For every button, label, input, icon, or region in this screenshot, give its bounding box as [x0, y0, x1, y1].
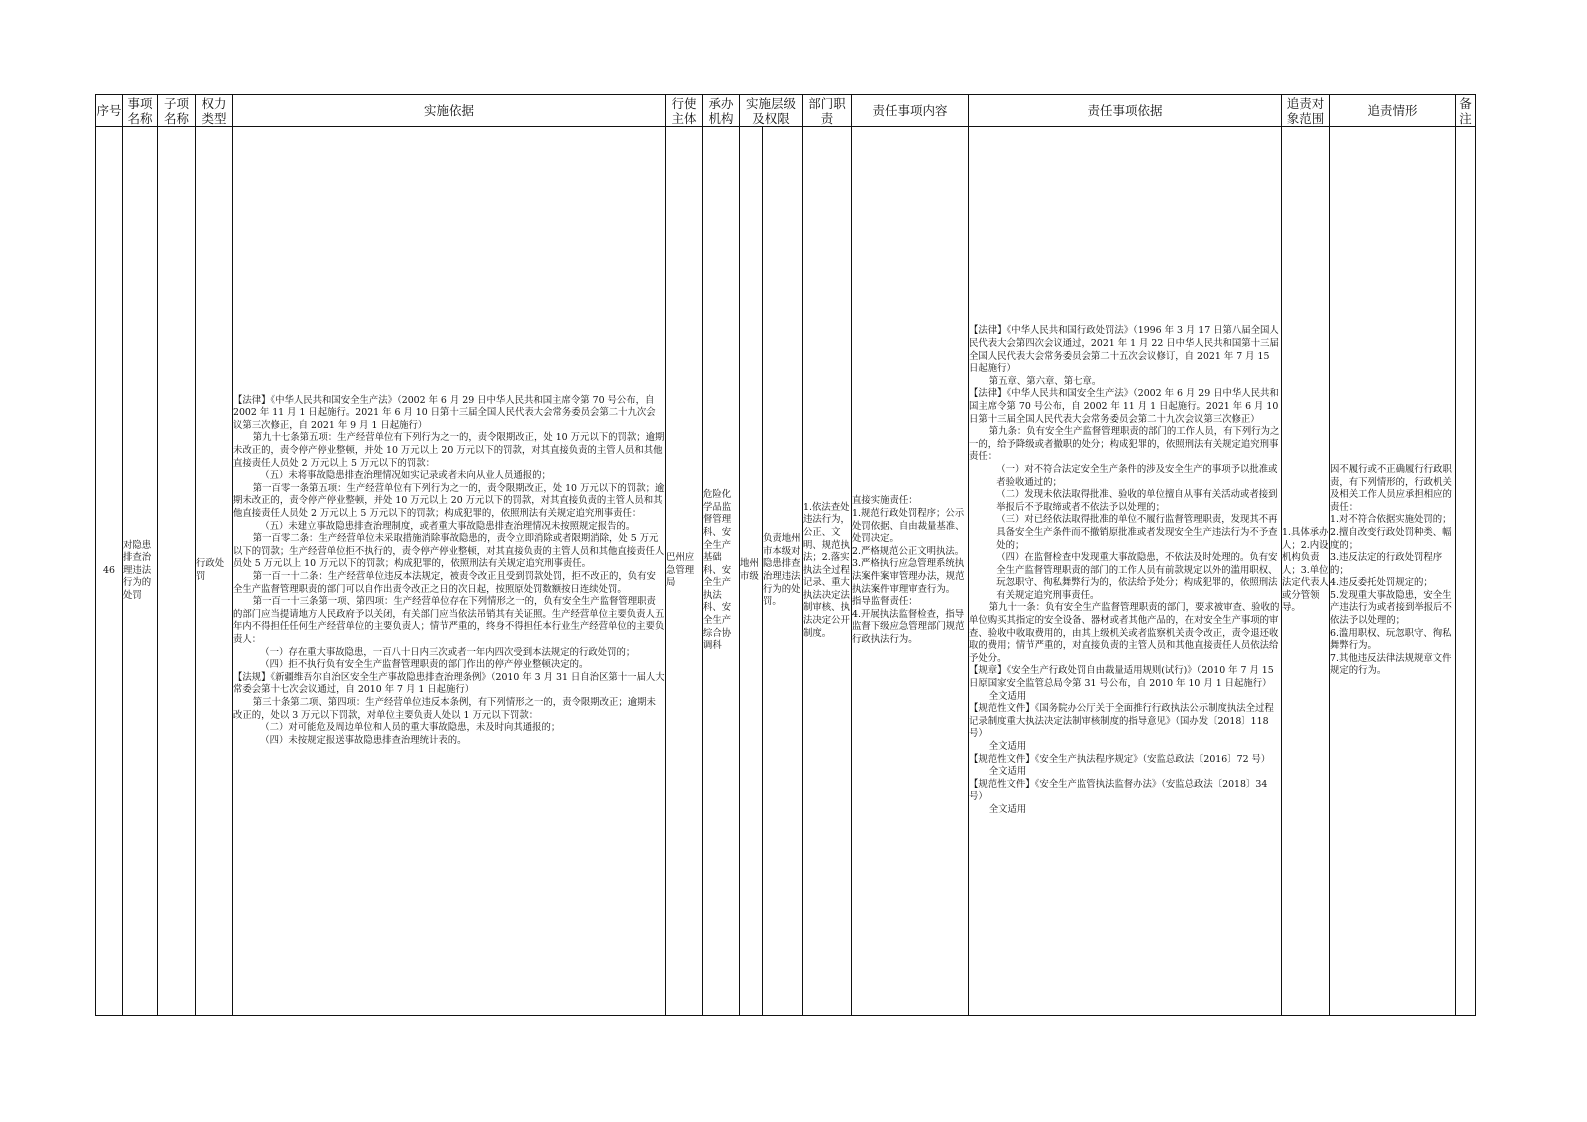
resp-basis-paragraph: （二）发现未依法取得批准、验收的单位擅自从事有关活动或者接到举报后不予取缔或者不依法予以处理的；: [996, 489, 1278, 513]
resp-basis-paragraph: 全文适用: [988, 803, 1027, 815]
header-duty: 部门职责: [803, 95, 852, 127]
power-list-table: [95, 94, 1476, 1016]
basis-paragraph: （一）存在重大事故隐患，一百八十日内三次或者一年内四次受到本法规定的行政处罚的；: [260, 646, 636, 658]
table-row: [96, 127, 1476, 1016]
basis-paragraph: （二）对可能危及周边单位和人员的重大事故隐患，未及时向其通报的；: [260, 722, 561, 734]
basis-paragraph: （五）未将事故隐患排查治理情况如实记录或者未向从业人员通报的；: [260, 470, 551, 482]
cell-situation: [1330, 127, 1456, 1016]
header-remark: 备注: [1456, 95, 1476, 127]
header-situation: 追责情形: [1330, 95, 1456, 127]
cell-item-name: 对隐患排查治理违法行为的处罚: [123, 127, 158, 1016]
basis-paragraph: 第一百一十三条第一项、第四项：生产经营单位存在下列情形之一的，负有安全生产监督管理职责的部门应当提请地方人民政府予以关闭，有关部门应当依法吊销其有关证照。生产经营单位主要负责人五年内不得担任任何生产经营单位的主要负责人；情节严重的，终身不得担任本行业生产经营单位的主要负责人：: [233, 596, 665, 645]
basis-paragraph: 第一百零一条第五项：生产经营单位有下列行为之一的，责令限期改正，处 10 万元以下的罚款；逾期未改正的，责令停产停业整顿，并处 10 万元以上 20 万元以下的罚款，对其直接负责的主管人员和其他直接责任人员处 2 万元以上 5 万元以下的罚款；构成犯罪的，依照刑法有关规定追究刑事责任：: [233, 482, 665, 520]
resp-basis-paragraph: 第九十一条：负有安全生产监督管理职责的部门，要求被审查、验收的单位购买其指定的安全设备、器材或者其他产品的，在对安全生产事项的审查、验收中收取费用的，由其上级机关或者监察机关责令改正，责令退还收取的费用；情节严重的，对直接负责的主管人员和其他直接责任人员依法给予处分。: [969, 602, 1280, 664]
situation-paragraph: 4.违反委托处罚规定的；: [1330, 577, 1433, 589]
header-scope: 追责对象范围: [1282, 95, 1330, 127]
resp-content-paragraph: 指导监督责任：: [852, 596, 918, 608]
resp-content-paragraph: 2.严格规范公正文明执法。: [852, 545, 965, 557]
cell-power-type: 行政处罚: [196, 127, 233, 1016]
resp-content-paragraph: 3.严格执行应急管理系统执法案件案审管理办法，规范执法案件审理审查行为。: [852, 558, 965, 595]
resp-basis-paragraph: （一）对不符合法定安全生产条件的涉及安全生产的事项予以批准或者验收通过的；: [996, 463, 1278, 488]
cell-remark: [1456, 127, 1476, 1016]
resp-basis-paragraph: 全文适用: [988, 766, 1027, 778]
situation-text: [1330, 464, 1455, 678]
header-sub-item: 子项名称: [158, 95, 196, 127]
resp-basis-paragraph: （四）在监督检查中发现重大事故隐患，不依法及时处理的。负有安全生产监督管理职责的部门的工作人员有前款规定以外的滥用职权、玩忽职守、徇私舞弊行为的，依法给予处分；构成犯罪的，依照刑法有关规定追究刑事责任。: [996, 552, 1278, 601]
resp-basis-paragraph: 【规范性文件】《安全生产执法程序规定》（安监总政法〔2016〕72 号）: [969, 753, 1271, 765]
cell-level-b: 负责地州市本级对隐患排查治理违法行为的处罚。: [763, 127, 803, 1016]
situation-paragraph: 因不履行或不正确履行行政职责，有下列情形的，行政机关及相关工作人员应承担相应的责任：: [1330, 463, 1452, 513]
header-row: [96, 95, 1476, 127]
resp-content-paragraph: 1.规范行政处罚程序；公示处罚依据、自由裁量基准、处罚决定。: [852, 508, 965, 545]
cell-no: 46: [96, 127, 123, 1016]
resp-basis-paragraph: 第九条：负有安全生产监督管理职责的部门的工作人员，有下列行为之一的，给予降级或者撤职的处分；构成犯罪的，依照刑法有关规定追究刑事责任：: [969, 426, 1280, 463]
resp-basis-paragraph: （三）对已经依法取得批准的单位不履行监督管理职责，发现其不再具备安全生产条件而不撤销原批准或者发现安全生产违法行为不予查处的；: [996, 514, 1278, 551]
resp-basis-paragraph: 【规范性文件】《安全生产监管执法监督办法》（安监总政法〔2018〕34 号）: [969, 778, 1268, 803]
situation-paragraph: 7.其他违反法律法规规章文件规定的行为。: [1330, 652, 1452, 677]
basis-text: [233, 395, 665, 748]
resp-basis-paragraph: 【法律】《中华人民共和国安全生产法》（2002 年 6 月 29 日中华人民共和国主席令第 70 号公布，自 2002 年 11 月 1 日起施行。2021 年 6 月 10 日第十三届全国人民代表大会常务委员会第二十九次会议第三次修正）: [969, 388, 1279, 425]
cell-resp-basis: [969, 127, 1282, 1016]
resp-basis-paragraph: 【规章】《安全生产行政处罚自由裁量适用规则(试行)》（2010 年 7 月 15 日原国家安全监管总局令第 31 号公布，自 2010 年 10 月 1 日起施行）: [969, 665, 1274, 690]
header-agency: 承办机构: [703, 95, 740, 127]
situation-paragraph: 6.滥用职权、玩忽职守、徇私舞弊行为。: [1330, 627, 1452, 652]
basis-paragraph: 第一百一十二条：生产经营单位违反本法规定，被责令改正且受到罚款处罚，拒不改正的，负有安全生产监督管理职责的部门可以自作出责令改正之日的次日起，按照原处罚数额按日连续处罚。: [233, 571, 656, 595]
resp-basis-paragraph: 【法律】《中华人民共和国行政处罚法》（1996 年 3 月 17 日第八届全国人民代表大会第四次会议通过，2021 年 1 月 22 日中华人民共和国第十三届全国人民代表大会常务委员会第二十五次会议修订，自 2021 年 7 月 15 日起施行）: [969, 325, 1279, 375]
basis-paragraph: （五）未建立事故隐患排查治理制度，或者重大事故隐患排查治理情况未按照规定报告的。: [260, 520, 636, 532]
header-level: 实施层级及权限: [740, 95, 803, 127]
resp-basis-paragraph: 【规范性文件】《国务院办公厅关于全面推行行政执法公示制度执法全过程记录制度重大执法决定法制审核制度的指导意见》（国办发〔2018〕118 号）: [969, 703, 1274, 740]
cell-scope: 1.具体承办人；2.内设机构负责人；3.单位法定代表人或分管领导。: [1282, 127, 1330, 1016]
basis-paragraph: （四）未按规定报送事故隐患排查治理统计表的。: [260, 734, 467, 746]
header-resp-basis: 责任事项依据: [969, 95, 1282, 127]
situation-paragraph: 5.发现重大事故隐患，安全生产违法行为或者接到举报后不依法予以处理的；: [1330, 589, 1452, 627]
resp-content-paragraph: 直接实施责任：: [852, 495, 918, 507]
header-resp-content: 责任事项内容: [852, 95, 969, 127]
header-basis: 实施依据: [233, 95, 666, 127]
cell-agency: 危险化学品监督管理科、安全生产基础科、安全生产执法科、安全生产综合协调科: [703, 127, 740, 1016]
cell-level-a: 地州市级: [740, 127, 763, 1016]
basis-paragraph: 【法规】《新疆维吾尔自治区安全生产事故隐患排查治理条例》（2010 年 3 月 31 日自治区第十一届人大常委会第十七次会议通过，自 2010 年 7 月 1 日起施行）: [233, 671, 665, 696]
situation-paragraph: 2.擅自改变行政处罚种类、幅度的；: [1330, 526, 1452, 551]
basis-paragraph: 第一百零二条：生产经营单位未采取措施消除事故隐患的，责令立即消除或者限期消除，处 5 万元以下的罚款；生产经营单位拒不执行的，责令停产停业整顿，对其直接负责的主管人员和其他直接责任人员处 5 万元以上 10 万元以下的罚款；构成犯罪的，依照刑法有关规定追究刑事责任。: [233, 533, 665, 570]
cell-duty: 1.依法查处违法行为，公正、文明、规范执法；2.落实执法全过程记录、重大执法决定法制审核、执法决定公开制度。: [803, 127, 852, 1016]
header-subject: 行使主体: [666, 95, 703, 127]
resp-basis-text: [969, 325, 1281, 816]
header-no: 序号: [96, 95, 123, 127]
basis-paragraph: 【法律】《中华人民共和国安全生产法》（2002 年 6 月 29 日中华人民共和国主席令第 70 号公布，自 2002 年 11 月 1 日起施行。2021 年 6 月 10 日第十三届全国人民代表大会常务委员会第二十九次会议第三次修正，自 2021 年 9 月 1 日起施行）: [233, 394, 656, 431]
basis-paragraph: （四）拒不执行负有安全生产监督管理职责的部门作出的停产停业整顿决定的。: [260, 659, 589, 671]
resp-content-text: [852, 495, 968, 646]
cell-sub-item: [158, 127, 196, 1016]
header-power-type: 权力类型: [196, 95, 233, 127]
cell-subject: 巴州应急管理局: [666, 127, 703, 1016]
resp-basis-paragraph: 全文适用: [988, 741, 1027, 753]
resp-basis-paragraph: 第五章、第六章、第七章。: [988, 375, 1102, 387]
basis-paragraph: 第九十七条第五项：生产经营单位有下列行为之一的，责令限期改正，处 10 万元以下的罚款；逾期未改正的，责令停产停业整顿，并处 10 万元以上 20 万元以下的罚款，对其直接负责的主管人员和其他直接责任人员处 2 万元以上 5 万元以下的罚款：: [233, 432, 665, 469]
basis-paragraph: 第三十条第二项、第四项：生产经营单位违反本条例，有下列情形之一的，责令限期改正；逾期未改正的，处以 3 万元以下罚款，对单位主要负责人处以 1 万元以下罚款：: [233, 696, 656, 721]
resp-basis-paragraph: 全文适用: [988, 690, 1027, 702]
cell-basis: [233, 127, 666, 1016]
situation-paragraph: 3.违反法定的行政处罚程序的；: [1330, 552, 1443, 576]
cell-resp-content: [852, 127, 969, 1016]
header-item-name: 事项名称: [123, 95, 158, 127]
resp-content-paragraph: 4.开展执法监督检查，指导监督下级应急管理部门规范行政执法行为。: [852, 608, 965, 645]
situation-paragraph: 1.对不符合依据实施处罚的；: [1330, 514, 1452, 526]
